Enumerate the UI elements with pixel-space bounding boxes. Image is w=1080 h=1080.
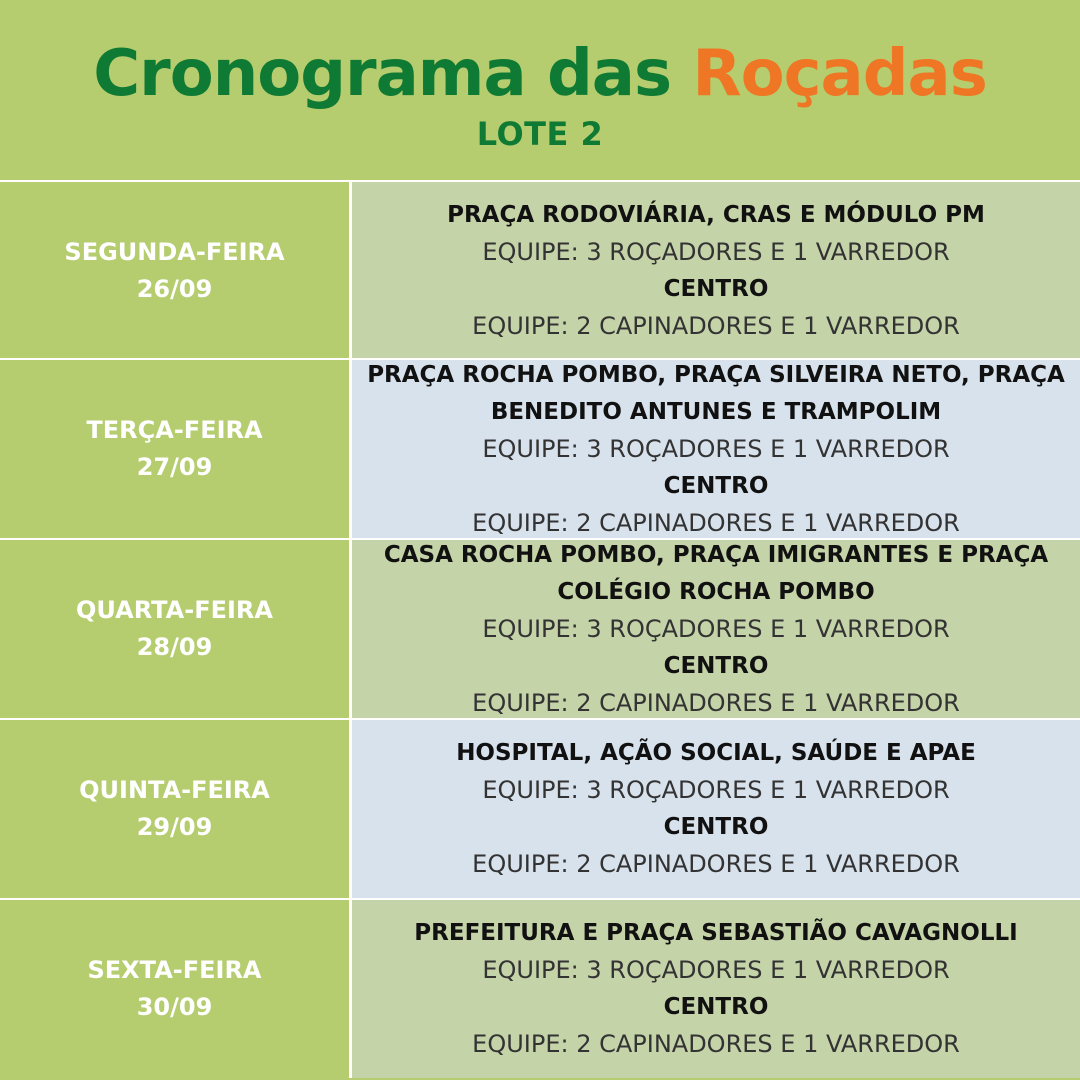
team-label: EQUIPE: 3 ROÇADORES E 1 VARREDOR [482,238,950,266]
content-cell [352,182,1080,360]
date-label: 29/09 [136,813,213,841]
center-label: CENTRO [663,276,769,302]
title-part-2: Roçadas [692,37,987,111]
team-label: EQUIPE: 2 CAPINADORES E 1 VARREDOR [472,850,960,878]
content-cell [352,360,1080,538]
schedule-row-thursday [0,718,1080,898]
page-subtitle: LOTE 2 [476,115,604,153]
team-label: EQUIPE: 3 ROÇADORES E 1 VARREDOR [482,434,950,463]
content-cell [352,720,1080,898]
schedule-table [0,180,1080,1080]
date-label: 30/09 [136,993,213,1021]
location-label: HOSPITAL, AÇÃO SOCIAL, SAÚDE E APAE [456,740,976,766]
center-label: CENTRO [663,652,769,679]
day-cell [0,540,349,718]
date-label: 28/09 [136,633,213,661]
day-cell [0,720,349,898]
day-label: SEGUNDA-FEIRA [64,238,285,266]
day-cell [0,900,349,1078]
location-label: PREFEITURA E PRAÇA SEBASTIÃO CAVAGNOLLI [414,920,1018,946]
team-label: EQUIPE: 2 CAPINADORES E 1 VARREDOR [472,688,960,717]
location-label: PRAÇA ROCHA POMBO, PRAÇA SILVEIRA NETO, PRAÇA BENEDITO ANTUNES E TRAMPOLIM [367,361,1065,425]
center-label: CENTRO [663,814,769,840]
team-label: EQUIPE: 3 ROÇADORES E 1 VARREDOR [482,614,950,643]
center-label: CENTRO [663,994,769,1020]
team-label: EQUIPE: 2 CAPINADORES E 1 VARREDOR [472,312,960,340]
team-label: EQUIPE: 2 CAPINADORES E 1 VARREDOR [472,1030,960,1058]
page-title [0,34,1080,114]
schedule-row-tuesday [0,358,1080,538]
date-label: 27/09 [136,453,213,481]
title-part-1: Cronograma das [93,37,672,111]
team-label: EQUIPE: 3 ROÇADORES E 1 VARREDOR [482,956,950,984]
content-cell [352,540,1080,718]
day-cell [0,182,349,360]
schedule-row-monday [0,180,1080,360]
header [0,0,1080,180]
day-label: QUARTA-FEIRA [76,596,273,624]
team-label: EQUIPE: 3 ROÇADORES E 1 VARREDOR [482,776,950,804]
location-label: CASA ROCHA POMBO, PRAÇA IMIGRANTES E PRAÇA COLÉGIO ROCHA POMBO [383,541,1049,605]
center-label: CENTRO [663,472,769,499]
day-label: TERÇA-FEIRA [86,416,263,444]
day-label: QUINTA-FEIRA [79,776,270,804]
schedule-row-friday [0,898,1080,1078]
team-label: EQUIPE: 2 CAPINADORES E 1 VARREDOR [472,508,960,537]
day-label: SEXTA-FEIRA [87,956,262,984]
day-cell [0,360,349,538]
date-label: 26/09 [136,275,213,303]
location-label: PRAÇA RODOVIÁRIA, CRAS E MÓDULO PM [447,202,985,228]
schedule-row-wednesday [0,538,1080,718]
content-cell [352,900,1080,1078]
